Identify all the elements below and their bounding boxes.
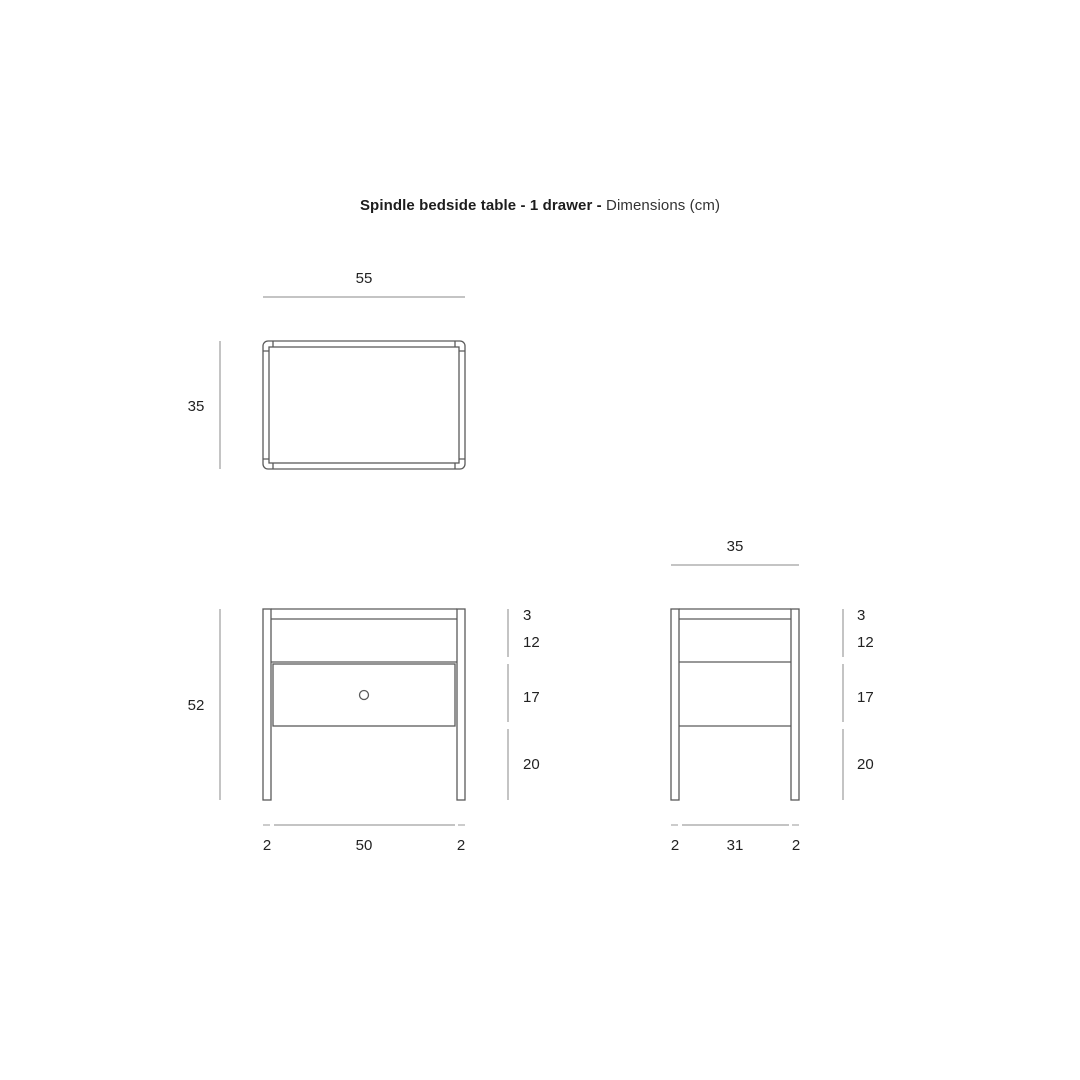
top-view-depth-label: 35	[187, 398, 205, 415]
front-view-leg-right-label: 2	[456, 837, 466, 854]
side-view	[671, 538, 874, 854]
title-dimensions-label: Dimensions (cm)	[606, 197, 721, 214]
front-view-leg-right	[457, 609, 465, 800]
side-view-seg-apron: 12	[857, 634, 874, 651]
top-view-width-label: 55	[355, 270, 373, 287]
side-view-leg-right-label: 2	[791, 837, 801, 854]
top-view-inner-outline	[269, 347, 459, 463]
front-view-seg-top: 3	[523, 607, 532, 624]
front-view-height-label: 52	[187, 697, 205, 714]
side-view-seg-legs: 20	[857, 756, 874, 773]
side-view-leg-right	[791, 609, 799, 800]
front-view-seg-legs: 20	[523, 756, 540, 773]
side-view-leg-left-label: 2	[670, 837, 680, 854]
side-view-inner-depth-label: 31	[726, 837, 744, 854]
top-view	[188, 270, 465, 469]
front-view-inner-width-label: 50	[355, 837, 373, 854]
front-view-seg-drawer: 17	[523, 689, 540, 706]
front-view	[188, 607, 540, 854]
front-view-seg-apron: 12	[523, 634, 540, 651]
side-view-depth-label: 35	[726, 538, 744, 555]
side-view-leg-left	[671, 609, 679, 800]
front-view-leg-left-label: 2	[262, 837, 272, 854]
side-view-seg-drawer: 17	[857, 689, 874, 706]
front-view-drawer	[273, 664, 455, 726]
drawer-knob-icon	[360, 691, 369, 700]
front-view-leg-left	[263, 609, 271, 800]
side-view-seg-top: 3	[857, 607, 866, 624]
title-product-name: Spindle bedside table - 1 drawer -	[359, 197, 602, 214]
top-view-outer-outline	[263, 341, 465, 469]
